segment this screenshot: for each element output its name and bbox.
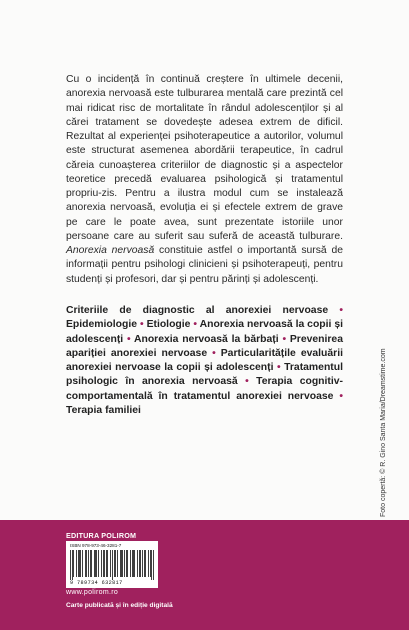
barcode-bar: [88, 550, 89, 577]
barcode-bar: [86, 550, 87, 577]
barcode-bar: [85, 550, 86, 577]
topic-item: Particularitățile evaluării anorexiei nervoase la copii și adolescenți: [66, 347, 343, 373]
isbn-barcode: [66, 541, 158, 588]
topic-item: Terapia familiei: [66, 404, 141, 416]
barcode-bar: [140, 550, 141, 577]
topic-item: Prevenirea apariției anorexiei nervoase: [66, 333, 343, 359]
photo-credit: Foto copertă: © R. Gino Santa Maria/Dreamstime.com: [380, 348, 387, 517]
topic-bullet: •: [276, 362, 281, 373]
barcode-bar: [76, 550, 77, 577]
barcode-bar: [142, 550, 143, 577]
barcode-bar: [144, 550, 145, 577]
barcode-bar: [151, 550, 152, 580]
barcode-bar: [134, 550, 135, 577]
barcode-bar: [90, 550, 91, 577]
topic-bullet: •: [139, 319, 144, 331]
barcode-bar: [115, 550, 116, 577]
barcode-bar: [126, 550, 127, 577]
barcode-bar: [114, 550, 115, 577]
barcode-bar: [80, 550, 81, 577]
barcode-bar: [130, 550, 131, 577]
isbn-label: ISBN 978-973-46-3281-7: [70, 543, 122, 548]
topic-item: Etiologie: [146, 319, 191, 331]
barcode-number: 9 789734 632817: [70, 580, 123, 586]
topic-item: Anorexia nervoasă la copii și adolescenți: [66, 319, 344, 345]
barcode-bar: [112, 550, 113, 580]
barcode-bar: [107, 550, 108, 577]
barcode-bar: [106, 550, 107, 577]
barcode-bar: [103, 550, 104, 577]
barcode-bar: [72, 550, 73, 580]
publisher-website: www.polirom.ro: [66, 589, 119, 596]
topic-bullet: •: [193, 319, 198, 331]
barcode-bar: [96, 550, 97, 577]
barcode-bar: [122, 550, 123, 577]
barcode-bar: [139, 550, 140, 577]
barcode-bar: [82, 550, 83, 577]
publisher-band: [0, 520, 409, 630]
topic-item: Anorexia nervoasă la bărbați: [133, 333, 279, 345]
barcode-bar: [78, 550, 79, 577]
topic-bullet: •: [339, 390, 343, 402]
blurb-book-title: Anorexia nervoasă: [66, 245, 155, 256]
barcode-bar: [153, 550, 154, 580]
topic-bullet: •: [282, 333, 287, 345]
topic-bullet: •: [212, 347, 216, 359]
topics-list: [66, 304, 343, 418]
barcode-bar: [104, 550, 105, 577]
topic-bullet: •: [339, 305, 343, 316]
barcode-bar: [127, 550, 128, 577]
barcode-bar: [101, 550, 102, 577]
blurb-text-end: constituie astfel o importantă sursă de informații pentru psihologi clinicieni și psihoterapeuți, pentru studenți și profesori, dar și pentru părinți și adolescenți.: [66, 245, 343, 285]
barcode-bar: [98, 550, 99, 577]
topic-item: Terapia cognitiv-comportamentală în tratamentul anorexiei nervoase: [66, 376, 344, 402]
barcode-bar: [121, 550, 122, 577]
topic-item: Criteriile de diagnostic al anorexiei nervoase: [66, 305, 329, 316]
digital-edition-note: Carte publicată și în ediție digitală: [66, 602, 173, 609]
barcode-bar: [70, 550, 71, 580]
barcode-bar: [133, 550, 134, 577]
barcode-bar: [73, 550, 74, 577]
barcode-bar: [94, 550, 95, 577]
barcode-bar: [124, 550, 125, 577]
topic-item: Epidemiologie: [66, 319, 138, 331]
barcode-bar: [79, 550, 80, 577]
barcode-bar: [95, 550, 96, 577]
barcode-bar: [148, 550, 149, 577]
barcode-bar: [145, 550, 146, 577]
barcode-bar: [117, 550, 118, 577]
barcode-bar: [137, 550, 138, 577]
publisher-name: EDITURA POLIROM: [66, 531, 137, 540]
barcode-icon: [70, 550, 154, 580]
barcode-bar: [132, 550, 133, 577]
barcode-bar: [110, 550, 111, 577]
topic-bullet: •: [126, 333, 131, 345]
blurb-text: Cu o incidență în continuă creștere în ultimele decenii, anorexia nervoasă este tulburarea mentală care prezintă cel mai ridicat risc de mortalitate în rândul adolescenților și al cărei tratament se dovedește adesea extrem de dificil. Rezultat al experienței psihoterapeutice a autorilor, volumul este structurat asemenea abordării terapeutice, în cadrul căreia cunoașterea criteriilor de diagnostic și a aspectelor teoretice precedă evaluarea psihologică și tratamentul propriu-zis. Pentru a ilustra modul cum se instalează anorexia nervoasă, evoluția ei și efectele extrem de grave pe care le poate avea, sunt prezentate istoriile unor persoane care au suferit sau suferă de această tulburare.: [66, 74, 343, 242]
cover-blurb: [66, 73, 343, 287]
barcode-bar: [120, 550, 121, 577]
barcode-bar: [91, 550, 92, 577]
topic-item: Tratamentul psihologic în anorexia nervoasă: [66, 362, 343, 388]
topic-bullet: •: [245, 376, 249, 388]
barcode-bar: [150, 550, 151, 577]
